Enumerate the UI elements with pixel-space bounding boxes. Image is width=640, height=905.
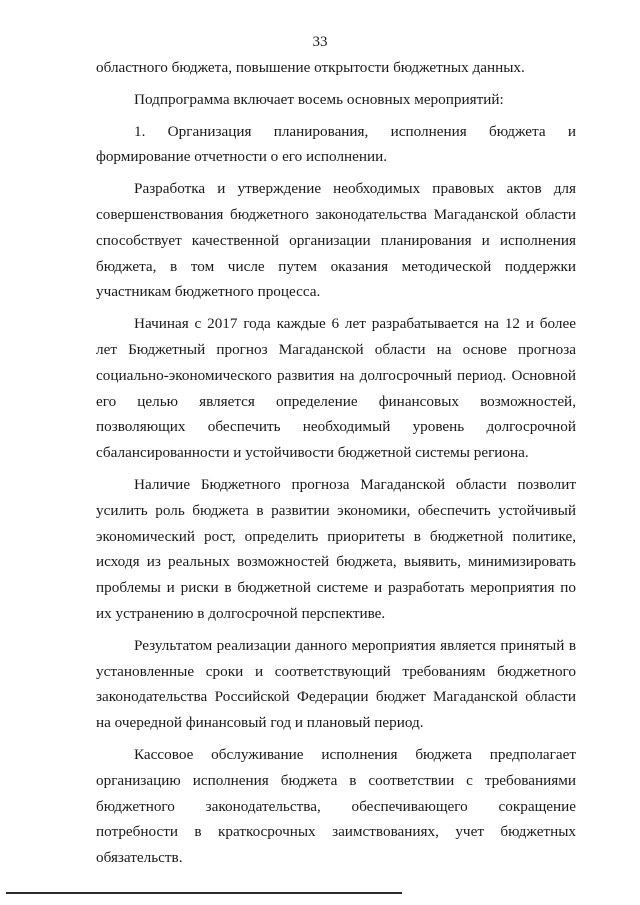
footer-divider [6,892,402,894]
page-number: 33 [312,34,328,50]
paragraph-budget-forecast: Начиная с 2017 года каждые 6 лет разрабатывается на 12 и более лет Бюджетный прогноз Магаданской области на основе прогноза социально-экономического развития на долгосрочный период. Основной его целью является определение финансовых возможностей, позволяющих обеспечить необходимый уровень долгосрочной сбалансированности и устойчивости бюджетной системы региона. [96,315,576,462]
paragraph-cash-service: Кассовое обслуживание исполнения бюджета предполагает организацию исполнения бюджета в соответствии с требованиями бюджетного законодательства, обеспечивающего сокращение потребности в краткосрочных заимствованиях, учет бюджетных обязательств. [96,745,576,867]
paragraph-activity-1: 1. Организация планирования, исполнения бюджета и формирование отчетности о его исполнении. [96,122,576,166]
paragraph-result: Результатом реализации данного мероприятия является принятый в установленные сроки и соответствующий требованиям бюджетного законодательства Российской Федерации бюджет Магаданской области на очередной финансовый год и плановый период. [96,636,576,732]
document-body [96,55,576,877]
paragraph-legal-acts: Разработка и утверждение необходимых правовых актов для совершенствования бюджетного законодательства Магаданской области способствует качественной организации планирования и исполнения бюджета, в том числе путем оказания методической поддержки участникам бюджетного процесса. [96,180,576,301]
paragraph-continuation: областного бюджета, повышение открытости бюджетных данных. [96,59,525,76]
paragraph-forecast-benefits: Наличие Бюджетного прогноза Магаданской области позволит усилить роль бюджета в развитии экономики, обеспечить устойчивый экономический рост, определить приоритеты в бюджетной политике, исходя из реальных возможностей бюджета, выявить, минимизировать проблемы и риски в бюджетной системе и разработать мероприятия по их устранению в долгосрочной перспективе. [96,475,576,622]
paragraph-subprogram-intro: Подпрограмма включает восемь основных мероприятий: [134,90,504,108]
